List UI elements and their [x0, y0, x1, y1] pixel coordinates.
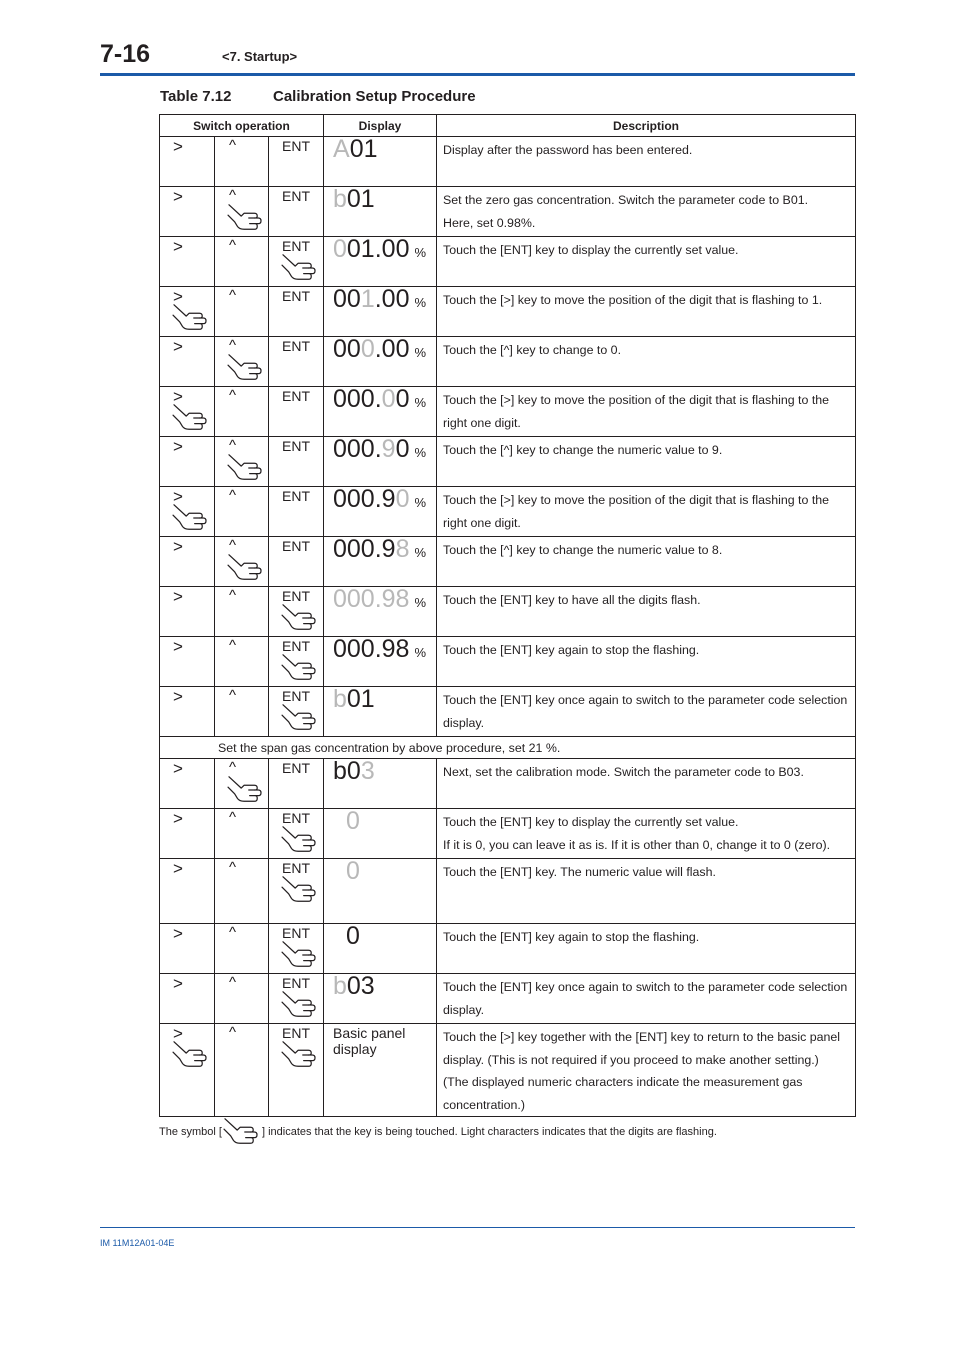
display-cell: [324, 809, 437, 859]
ent-key-cell: [269, 809, 324, 859]
right-key-cell: [160, 337, 215, 387]
description-cell: [437, 187, 856, 237]
table-number: Table 7.12: [160, 88, 232, 105]
table-title: Calibration Setup Procedure: [273, 88, 476, 105]
up-key-cell: [215, 859, 269, 924]
description-line: Display after the password has been entered.: [443, 143, 693, 157]
right-key-label: >: [173, 809, 183, 828]
display-value: [346, 922, 360, 951]
up-key-cell: [215, 287, 269, 337]
up-key-label: ^: [229, 137, 237, 154]
up-key-label: ^: [229, 1024, 237, 1041]
ent-key-cell: [269, 587, 324, 637]
description-line: Touch the [>] key together with the [ENT] key to return to the basic panel: [443, 1030, 841, 1044]
description-line: If it is 0, you can leave it as is. If it is other than 0, change it to 0 (zero).: [443, 837, 831, 852]
touch-hand-icon: [171, 502, 209, 534]
table-row: [160, 974, 856, 1024]
description-line: display. (This is not required if you proceed to make another setting.): [443, 1052, 819, 1067]
display-value: [333, 235, 426, 264]
display-value: [333, 585, 426, 614]
header-switch-operation: Switch operation: [160, 115, 324, 137]
description-line: Touch the [ENT] key again to stop the flashing.: [443, 643, 700, 657]
touch-hand-icon: [280, 1039, 318, 1071]
ent-key-cell: [269, 859, 324, 924]
up-key-label: ^: [229, 437, 237, 454]
description-line: Touch the [ENT] key to display the currently set value.: [443, 243, 739, 257]
ent-key-cell: [269, 437, 324, 487]
display-value: [346, 857, 360, 886]
ent-key-cell: [269, 137, 324, 187]
header-description: Description: [437, 115, 856, 137]
right-key-cell: [160, 759, 215, 809]
display-digit: 000.9: [333, 485, 396, 513]
header-rule: [100, 73, 855, 76]
right-key-label: >: [173, 337, 183, 356]
right-key-cell: [160, 237, 215, 287]
display-value: [333, 635, 426, 664]
display-digit: 000.9: [333, 535, 396, 563]
flashing-digit: 000.98: [333, 585, 410, 613]
footnote-after: ] indicates that the key is being touched. Light characters indicates that the digits are flashing.: [261, 1126, 717, 1138]
description-line: Next, set the calibration mode. Switch the parameter code to B03.: [443, 765, 804, 779]
ent-key-cell: [269, 287, 324, 337]
touch-hand-icon: [171, 1039, 209, 1071]
calibration-table: [159, 114, 856, 1117]
touch-hand-icon: [222, 1116, 262, 1148]
display-unit: %: [414, 295, 427, 310]
right-key-label: >: [173, 687, 183, 706]
display-value: [346, 807, 360, 836]
ent-key-cell: [269, 924, 324, 974]
right-key-label: >: [173, 387, 183, 406]
ent-key-label: ENT: [282, 138, 310, 154]
right-key-cell: [160, 859, 215, 924]
footnote-before: The symbol [: [159, 1126, 222, 1138]
description-cell: [437, 687, 856, 737]
display-cell: [324, 537, 437, 587]
up-key-cell: [215, 437, 269, 487]
up-key-label: ^: [229, 187, 237, 204]
flashing-digit: b: [333, 972, 347, 1000]
flashing-digit: 0: [346, 857, 360, 885]
display-value: [333, 385, 426, 414]
display-digit: .00: [374, 285, 410, 313]
ent-key-cell: [269, 537, 324, 587]
description-line: display.: [443, 1002, 485, 1017]
right-key-cell: [160, 1024, 215, 1117]
ent-key-label: ENT: [282, 975, 310, 991]
display-digit: 01: [346, 685, 375, 713]
right-key-cell: [160, 287, 215, 337]
description-cell: [437, 337, 856, 387]
display-unit: %: [414, 645, 427, 660]
table-row: [160, 187, 856, 237]
up-key-label: ^: [229, 387, 237, 404]
table-row: [160, 687, 856, 737]
display-cell: [324, 437, 437, 487]
display-digit: 0: [346, 922, 360, 950]
description-cell: [437, 137, 856, 187]
flashing-digit: 0: [360, 335, 375, 363]
up-key-label: ^: [229, 337, 237, 354]
flashing-digit: 8: [395, 535, 410, 563]
display-value: [333, 972, 375, 1001]
ent-key-label: ENT: [282, 438, 310, 454]
display-digit: 00: [333, 335, 361, 363]
up-key-cell: [215, 487, 269, 537]
description-cell: [437, 237, 856, 287]
description-line: right one digit.: [443, 415, 521, 430]
display-cell: [324, 587, 437, 637]
ent-key-cell: [269, 637, 324, 687]
display-digit: 00: [333, 285, 361, 313]
right-key-label: >: [173, 237, 183, 256]
up-key-label: ^: [229, 809, 237, 826]
ent-key-label: ENT: [282, 588, 310, 604]
description-line: Touch the [>] key to move the position of the digit that is flashing to the: [443, 493, 830, 507]
description-line: concentration.): [443, 1097, 525, 1112]
display-value: [333, 485, 426, 514]
up-key-cell: [215, 237, 269, 287]
display-value: [333, 335, 426, 364]
right-key-cell: [160, 809, 215, 859]
display-cell: [324, 759, 437, 809]
table-header-row: [160, 115, 856, 137]
display-digit: 0: [395, 385, 410, 413]
display-value: [333, 757, 375, 786]
section-title: <7. Startup>: [222, 49, 298, 64]
description-cell: [437, 387, 856, 437]
up-key-label: ^: [229, 859, 237, 876]
right-key-cell: [160, 687, 215, 737]
flashing-digit: b: [333, 685, 347, 713]
ent-key-label: ENT: [282, 925, 310, 941]
ent-key-label: ENT: [282, 1025, 310, 1041]
ent-key-cell: [269, 187, 324, 237]
up-key-label: ^: [229, 974, 237, 991]
right-key-label: >: [173, 924, 183, 943]
description-line: Set the zero gas concentration. Switch the parameter code to B01.: [443, 193, 809, 207]
display-unit: %: [414, 445, 427, 460]
display-cell: [324, 637, 437, 687]
table-row: [160, 587, 856, 637]
display-digit: 0: [395, 435, 410, 463]
footnote: [159, 1115, 717, 1149]
description-cell: [437, 287, 856, 337]
touch-hand-icon: [226, 452, 264, 484]
ent-key-cell: [269, 387, 324, 437]
touch-hand-icon: [171, 402, 209, 434]
description-cell: [437, 637, 856, 687]
ent-key-label: ENT: [282, 538, 310, 554]
display-cell: [324, 337, 437, 387]
flashing-digit: A: [333, 135, 350, 163]
touch-hand-icon: [226, 352, 264, 384]
display-cell: [324, 687, 437, 737]
right-key-cell: [160, 387, 215, 437]
description-cell: [437, 974, 856, 1024]
description-cell: [437, 924, 856, 974]
display-digit: 000.: [333, 435, 382, 463]
ent-key-label: ENT: [282, 810, 310, 826]
touch-hand-icon: [226, 552, 264, 584]
ent-key-cell: [269, 487, 324, 537]
right-key-label: >: [173, 537, 183, 556]
ent-key-cell: [269, 974, 324, 1024]
description-line: Touch the [ENT] key once again to switch to the parameter code selection: [443, 693, 848, 707]
page-number: 7-16: [100, 40, 151, 68]
description-line: Touch the [^] key to change the numeric value to 8.: [443, 543, 723, 557]
span-note: Set the span gas concentration by above procedure, set 21 %.: [160, 737, 856, 759]
ent-key-label: ENT: [282, 488, 310, 504]
table-row: [160, 287, 856, 337]
ent-key-label: ENT: [282, 188, 310, 204]
up-key-cell: [215, 337, 269, 387]
right-key-label: >: [173, 187, 183, 206]
ent-key-label: ENT: [282, 860, 310, 876]
touch-hand-icon: [280, 702, 318, 734]
description-cell: [437, 1024, 856, 1117]
description-cell: [437, 759, 856, 809]
description-cell: [437, 809, 856, 859]
description-line: (The displayed numeric characters indicate the measurement gas: [443, 1075, 803, 1089]
display-value: [333, 135, 378, 164]
right-key-cell: [160, 137, 215, 187]
right-key-cell: [160, 187, 215, 237]
touch-hand-icon: [280, 252, 318, 284]
right-key-label: >: [173, 1024, 183, 1043]
touch-hand-icon: [280, 874, 318, 906]
up-key-cell: [215, 759, 269, 809]
display-value: [333, 185, 375, 214]
up-key-label: ^: [229, 687, 237, 704]
display-cell: [324, 924, 437, 974]
table-row: [160, 387, 856, 437]
right-key-label: >: [173, 587, 183, 606]
ent-key-cell: [269, 687, 324, 737]
footer-rule: [100, 1227, 855, 1228]
table-row: [160, 759, 856, 809]
right-key-cell: [160, 974, 215, 1024]
display-unit: %: [414, 345, 427, 360]
display-value: [333, 535, 426, 564]
description-cell: [437, 859, 856, 924]
right-key-label: >: [173, 287, 183, 306]
display-digit: .00: [374, 335, 410, 363]
document-id: IM 11M12A01-04E: [100, 1238, 175, 1248]
display-value: [333, 435, 426, 464]
description-line: Touch the [^] key to change to 0.: [443, 343, 622, 357]
up-key-cell: [215, 137, 269, 187]
span-note-row: [160, 737, 856, 759]
flashing-digit: 1: [360, 285, 375, 313]
display-cell: [324, 137, 437, 187]
ent-key-cell: [269, 237, 324, 287]
ent-key-label: ENT: [282, 760, 310, 776]
description-line: Touch the [ENT] key once again to switch to the parameter code selection: [443, 980, 848, 994]
display-unit: %: [414, 495, 427, 510]
up-key-cell: [215, 587, 269, 637]
up-key-cell: [215, 924, 269, 974]
description-line: display.: [443, 715, 485, 730]
table-row: [160, 859, 856, 924]
ent-key-label: ENT: [282, 238, 310, 254]
description-cell: [437, 487, 856, 537]
ent-key-label: ENT: [282, 288, 310, 304]
display-cell: [324, 287, 437, 337]
display-text-line: Basic panel: [333, 1025, 406, 1041]
touch-hand-icon: [280, 939, 318, 971]
display-digit: 01: [349, 135, 378, 163]
touch-hand-icon: [280, 824, 318, 856]
flashing-digit: 3: [360, 757, 375, 785]
right-key-cell: [160, 487, 215, 537]
right-key-cell: [160, 587, 215, 637]
header-display: Display: [324, 115, 437, 137]
ent-key-label: ENT: [282, 338, 310, 354]
table-row: [160, 637, 856, 687]
up-key-cell: [215, 809, 269, 859]
display-unit: %: [414, 545, 427, 560]
display-cell: [324, 187, 437, 237]
flashing-digit: 0: [395, 485, 410, 513]
table-row: [160, 537, 856, 587]
touch-hand-icon: [280, 989, 318, 1021]
display-cell: [324, 974, 437, 1024]
ent-key-label: ENT: [282, 688, 310, 704]
table-row: [160, 137, 856, 187]
right-key-label: >: [173, 974, 183, 993]
display-unit: %: [414, 245, 427, 260]
right-key-label: >: [173, 759, 183, 778]
description-line: Touch the [>] key to move the position of the digit that is flashing to 1.: [443, 293, 823, 307]
table-row: [160, 809, 856, 859]
ent-key-label: ENT: [282, 388, 310, 404]
description-line: Here, set 0.98%.: [443, 215, 536, 230]
up-key-cell: [215, 687, 269, 737]
display-cell: [324, 859, 437, 924]
display-unit: %: [414, 595, 427, 610]
ent-key-cell: [269, 337, 324, 387]
table-row: [160, 924, 856, 974]
display-unit: %: [414, 395, 427, 410]
right-key-label: >: [173, 859, 183, 878]
display-cell: [324, 487, 437, 537]
up-key-label: ^: [229, 587, 237, 604]
up-key-label: ^: [229, 237, 237, 254]
up-key-label: ^: [229, 487, 237, 504]
display-value: [333, 685, 375, 714]
description-line: Touch the [^] key to change the numeric value to 9.: [443, 443, 723, 457]
display-digit: 01: [346, 185, 375, 213]
display-digit: 01.00: [346, 235, 410, 263]
right-key-label: >: [173, 137, 183, 156]
display-cell: [324, 237, 437, 287]
flashing-digit: 0: [381, 385, 396, 413]
display-value: [333, 285, 426, 314]
right-key-cell: [160, 537, 215, 587]
description-line: Touch the [ENT] key again to stop the flashing.: [443, 930, 700, 944]
display-digit: 03: [346, 972, 375, 1000]
display-digit: 000.: [333, 385, 382, 413]
right-key-cell: [160, 637, 215, 687]
touch-hand-icon: [280, 652, 318, 684]
touch-hand-icon: [171, 302, 209, 334]
table-row: [160, 237, 856, 287]
display-text-line: display: [333, 1041, 377, 1057]
table-row: [160, 487, 856, 537]
right-key-cell: [160, 924, 215, 974]
ent-key-cell: [269, 759, 324, 809]
touch-hand-icon: [280, 602, 318, 634]
table-row: [160, 337, 856, 387]
touch-hand-icon: [226, 202, 264, 234]
up-key-cell: [215, 974, 269, 1024]
up-key-cell: [215, 187, 269, 237]
flashing-digit: 0: [333, 235, 347, 263]
table-row: [160, 1024, 856, 1117]
right-key-label: >: [173, 487, 183, 506]
display-cell: [324, 1024, 437, 1117]
display-text: [333, 1025, 405, 1057]
up-key-label: ^: [229, 759, 237, 776]
up-key-label: ^: [229, 287, 237, 304]
up-key-cell: [215, 637, 269, 687]
right-key-label: >: [173, 637, 183, 656]
description-cell: [437, 437, 856, 487]
touch-hand-icon: [226, 774, 264, 806]
table-row: [160, 437, 856, 487]
description-line: Touch the [ENT] key. The numeric value will flash.: [443, 865, 716, 879]
flashing-digit: 0: [346, 807, 360, 835]
display-digit: 000.98: [333, 635, 410, 663]
flashing-digit: b: [333, 185, 347, 213]
description-line: Touch the [ENT] key to have all the digits flash.: [443, 593, 701, 607]
ent-key-cell: [269, 1024, 324, 1117]
right-key-label: >: [173, 437, 183, 456]
description-cell: [437, 537, 856, 587]
display-digit: b0: [333, 757, 361, 785]
up-key-label: ^: [229, 537, 237, 554]
description-line: Touch the [ENT] key to display the currently set value.: [443, 815, 739, 829]
up-key-cell: [215, 1024, 269, 1117]
display-cell: [324, 387, 437, 437]
description-cell: [437, 587, 856, 637]
table-caption: [160, 88, 476, 105]
up-key-label: ^: [229, 924, 237, 941]
up-key-label: ^: [229, 637, 237, 654]
right-key-cell: [160, 437, 215, 487]
description-line: Touch the [>] key to move the position of the digit that is flashing to the: [443, 393, 830, 407]
ent-key-label: ENT: [282, 638, 310, 654]
up-key-cell: [215, 387, 269, 437]
up-key-cell: [215, 537, 269, 587]
description-line: right one digit.: [443, 515, 521, 530]
flashing-digit: 9: [381, 435, 396, 463]
